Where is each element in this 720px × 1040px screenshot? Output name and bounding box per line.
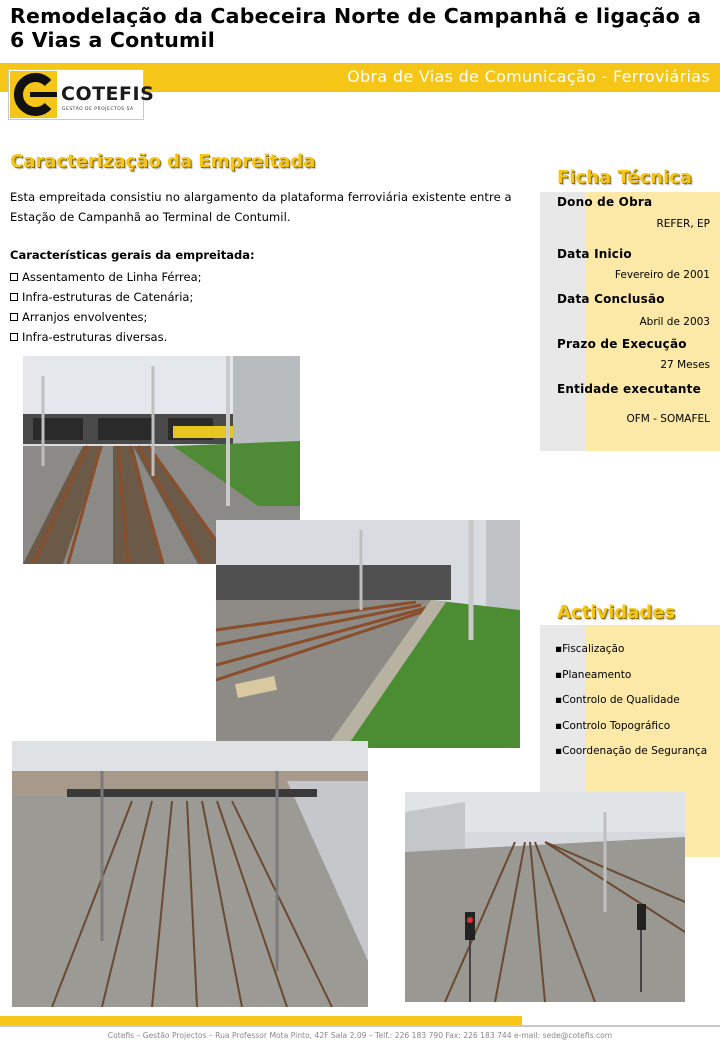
logo-subtitle: GESTÃO DE PROJECTOS SA <box>62 107 134 112</box>
photo-aerial-tracks <box>12 741 368 1007</box>
ficha-label: Data Inicio <box>557 247 632 261</box>
list-item: ▪Fiscalização <box>555 643 625 655</box>
ficha-value: OFM - SOMAFEL <box>626 413 710 425</box>
actividades-heading: Actividades <box>557 602 676 623</box>
ficha-label: Prazo de Execução <box>557 337 687 351</box>
ficha-label: Dono de Obra <box>557 195 653 209</box>
footer-accent-line <box>0 1016 522 1025</box>
logo-c-icon <box>10 71 57 118</box>
list-item: Infra-estruturas de Catenária; <box>10 287 202 307</box>
checkbox-icon <box>10 273 18 281</box>
ficha-label: Data Conclusão <box>557 292 665 306</box>
photo-junction-signals <box>405 792 685 1002</box>
list-item: Infra-estruturas diversas. <box>10 327 202 347</box>
list-item: Arranjos envolventes; <box>10 307 202 327</box>
list-item: ▪Planeamento <box>555 668 632 681</box>
footer-divider <box>0 1025 720 1027</box>
list-item: Assentamento de Linha Férrea; <box>10 267 202 287</box>
checkbox-icon <box>10 293 18 301</box>
empreitada-heading: Caracterização da Empreitada <box>10 151 316 172</box>
ficha-label: Entidade executante <box>557 382 701 396</box>
photo-embankment-grass <box>216 520 520 748</box>
footer-contact: Cotefis – Gestão Projectos – Rua Professor Mota Pinto, 42F Sala 2.09 – Telf.: 226 183 790 Fax: 226 183 744 e-mail: sede@cotefis.com <box>107 1031 613 1040</box>
empreitada-intro: Esta empreitada consistiu no alargamento da plataforma ferroviária existente entre a Estação de Campanhã ao Terminal de Contumil. <box>10 190 512 224</box>
page-title: Remodelação da Cabeceira Norte de Campanhã e ligação a 6 Vias a Contumil <box>10 4 702 52</box>
actividades-list <box>555 643 707 771</box>
features-list <box>10 267 202 347</box>
checkbox-icon <box>10 313 18 321</box>
list-item: ▪Controlo Topográfico <box>555 719 671 732</box>
features-title: Características gerais da empreitada: <box>10 248 255 262</box>
ficha-value: Fevereiro de 2001 <box>614 269 710 281</box>
ficha-value: REFER, EP <box>656 218 710 230</box>
list-item: ▪Coordenação de Segurança <box>555 745 708 757</box>
ficha-value: Abril de 2003 <box>639 316 710 328</box>
ficha-value: 27 Meses <box>660 359 710 371</box>
logo-name: COTEFIS <box>61 83 155 105</box>
project-category: Obra de Vias de Comunicação - Ferroviárias <box>347 67 710 86</box>
company-logo <box>8 69 155 120</box>
checkbox-icon <box>10 333 18 341</box>
list-item: ▪Controlo de Qualidade <box>555 694 680 706</box>
ficha-heading: Ficha Técnica <box>557 167 692 188</box>
